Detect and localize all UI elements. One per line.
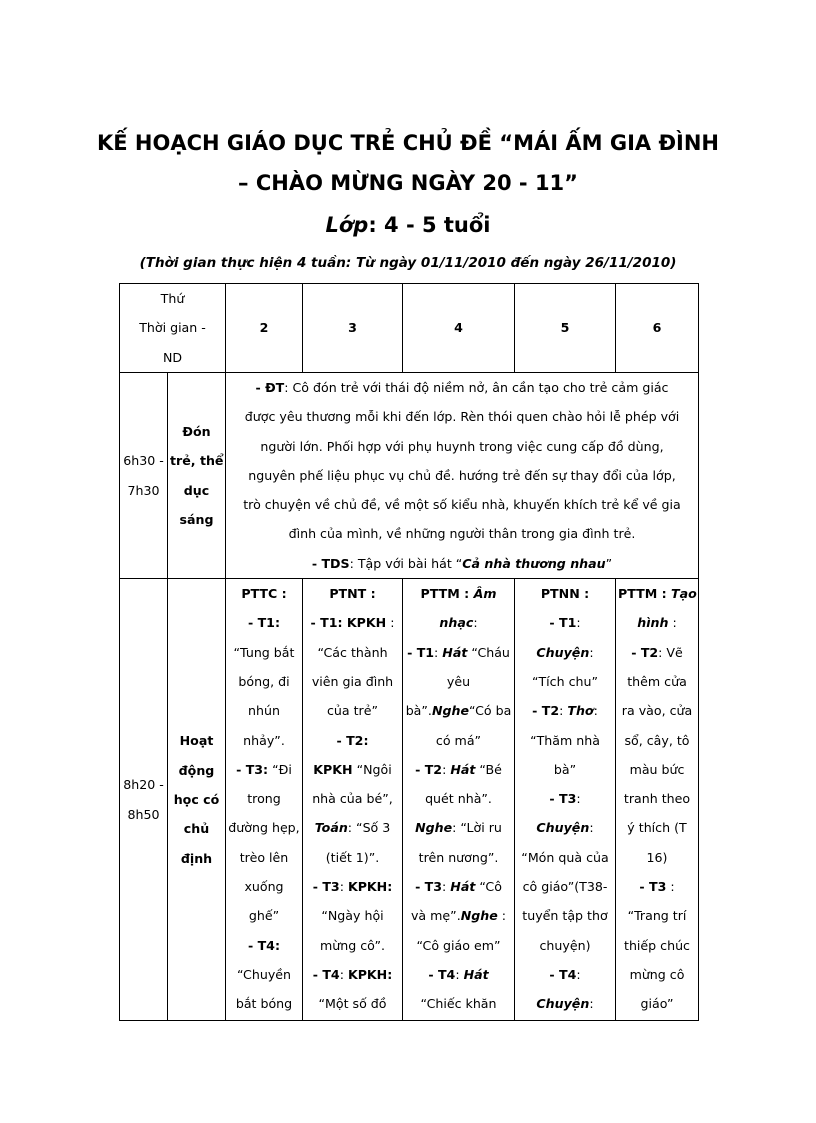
wed-subject: Hát xyxy=(463,966,489,982)
thu-line: chuyện) xyxy=(539,937,591,953)
thu-line xyxy=(517,696,613,725)
fri-line: màu bức xyxy=(629,761,685,777)
mon-line: trèo lên xyxy=(239,849,289,865)
tue-subject: KPKH: xyxy=(347,966,393,982)
wed-text: : xyxy=(473,615,478,631)
thu-text: : xyxy=(576,791,581,807)
tds-song: Cả nhà thương nhau xyxy=(462,555,606,571)
fri-line: tranh theo xyxy=(623,791,691,807)
morning-dt-line: trò chuyện về chủ đề, về một số kiểu nhà, khuyến khích trẻ kể về gia xyxy=(243,497,681,513)
morning-time-line: 7h30 xyxy=(127,482,160,498)
wed-subject: Hát xyxy=(450,879,476,895)
mon-label: - T3: xyxy=(236,761,269,777)
thu-text: : xyxy=(589,644,594,660)
class-value: : 4 - 5 tuổi xyxy=(368,213,491,237)
thu-text: : xyxy=(589,996,594,1012)
class-label: Lớp xyxy=(325,213,369,237)
lesson-row xyxy=(120,579,699,1021)
tue-text: : xyxy=(386,615,395,631)
wed-subject: Nghe xyxy=(460,908,498,924)
tue-line xyxy=(305,872,400,901)
header-corner-line: Thời gian - xyxy=(139,320,206,336)
wed-subject: Nghe xyxy=(415,820,453,836)
tue-text: “Ngôi xyxy=(352,761,392,777)
dt-label: - ĐT xyxy=(255,380,285,395)
fri-line xyxy=(618,872,696,901)
wed-label: - T1 xyxy=(407,644,435,660)
tue-subject: KPKH: xyxy=(347,879,393,895)
tue-line: “Các thành xyxy=(317,644,388,660)
wed-line: yêu xyxy=(446,673,471,689)
wed-text: : xyxy=(455,966,464,982)
lesson-activity-line: Hoạt xyxy=(179,733,214,749)
thu-text: : xyxy=(559,703,568,719)
mon-line: xuống xyxy=(244,879,284,895)
morning-dt-line: người lớn. Phối hợp với phụ huynh trong việc cung cấp đồ dùng, xyxy=(260,438,664,454)
mon-line: bóng, đi xyxy=(238,673,290,689)
thu-label: - T2 xyxy=(532,703,560,719)
thu-subject: Chuyện xyxy=(536,996,590,1012)
morning-row xyxy=(120,373,699,579)
schedule-table xyxy=(119,283,699,1021)
morning-activity-cell xyxy=(168,373,226,579)
document-title-line-1: KẾ HOẠCH GIÁO DỤC TRẺ CHỦ ĐỀ “MÁI ẤM GIA ĐÌNH xyxy=(96,131,720,155)
wed-subject: Nghe xyxy=(431,703,469,719)
morning-activity-line: trẻ, thể xyxy=(170,453,224,469)
thu-subject: Chuyện xyxy=(536,820,590,836)
wed-line xyxy=(405,755,512,784)
lesson-cell-wed xyxy=(403,579,515,1021)
tue-text: : xyxy=(339,966,348,982)
morning-time-cell xyxy=(120,373,168,579)
fri-line: 16) xyxy=(646,849,668,865)
mon-line: - T4: xyxy=(247,937,280,953)
fri-line: sổ, cây, tô xyxy=(624,732,690,748)
wed-line xyxy=(405,608,512,637)
thu-line xyxy=(517,608,613,637)
wed-line xyxy=(405,813,512,842)
wed-label: - T2 xyxy=(415,761,443,777)
lesson-cell-tue xyxy=(303,579,403,1021)
class-heading xyxy=(60,213,756,237)
morning-activity-line: Đón xyxy=(182,423,211,439)
wed-line: có má” xyxy=(435,732,482,748)
tue-line xyxy=(305,755,400,784)
wed-line xyxy=(405,638,512,667)
thu-line: cô giáo”(T38- xyxy=(522,879,608,895)
wed-subject: Hát xyxy=(450,761,476,777)
mon-line: PTTC : xyxy=(241,586,287,602)
tue-text: : xyxy=(339,879,348,895)
thu-line xyxy=(517,784,613,813)
tds-label: - TDS xyxy=(311,555,350,571)
tue-line: “Một số đồ xyxy=(318,996,387,1012)
thu-line xyxy=(517,813,613,842)
morning-time-line: 6h30 - xyxy=(123,453,164,469)
morning-dt-line xyxy=(228,373,696,402)
morning-dt-line: nguyên phế liệu phục vụ chủ đề. hướng trẻ đến sự thay đổi của lớp, xyxy=(248,467,676,483)
morning-activity-line: dục xyxy=(183,482,210,498)
mon-text: “Đi xyxy=(268,761,292,777)
fri-line: ý thích (T xyxy=(627,820,687,836)
thu-line xyxy=(517,989,613,1018)
lesson-activity-line: động xyxy=(178,762,215,778)
thu-line: tuyển tập thơ xyxy=(522,908,608,924)
fri-text: : Vẽ xyxy=(658,644,683,660)
wed-text: “Có ba xyxy=(469,703,512,719)
wed-text: : xyxy=(442,879,451,895)
morning-tds-line xyxy=(228,549,696,578)
fri-line: “Trang trí xyxy=(627,908,687,924)
wed-line xyxy=(405,696,512,725)
lesson-activity-line: học có xyxy=(173,791,220,807)
fri-line: thêm cửa xyxy=(627,673,687,689)
fri-line: mừng cô xyxy=(629,966,685,982)
dt-text: : Cô đón trẻ với thái độ niềm nở, ân cần tạo cho trẻ cảm giác xyxy=(284,380,669,395)
wed-line xyxy=(405,872,512,901)
wed-line: “Cô giáo em” xyxy=(416,937,501,953)
lesson-cell-mon xyxy=(226,579,303,1021)
thu-line: PTNN : xyxy=(540,586,590,602)
fri-line: thiếp chúc xyxy=(624,937,690,953)
mon-line xyxy=(228,755,300,784)
tue-line xyxy=(305,960,400,989)
wed-text: và mẹ”. xyxy=(410,908,461,924)
wed-subject: Hát xyxy=(442,644,468,660)
lesson-activity-line: chủ xyxy=(183,821,210,837)
wed-text: bà”. xyxy=(405,703,432,719)
day-header-thu: 5 xyxy=(515,284,616,373)
lesson-activity-cell xyxy=(168,579,226,1021)
morning-dt-line: đình của mình, về những người thân trong gia đình trẻ. xyxy=(288,526,636,542)
thu-label: - T3 xyxy=(549,791,577,807)
thu-label: - T1 xyxy=(549,615,577,631)
lesson-activity-line: định xyxy=(180,850,213,866)
morning-content-cell xyxy=(226,373,699,579)
thu-line: “Thăm nhà xyxy=(530,732,600,748)
fri-text: : xyxy=(666,879,675,895)
header-row xyxy=(120,284,699,373)
tds-end: ” xyxy=(605,555,613,571)
tue-line xyxy=(305,608,400,637)
wed-line xyxy=(405,901,512,930)
wed-text: “Cô xyxy=(475,879,502,895)
tue-text: : “Số 3 xyxy=(347,820,391,836)
mon-line: đường hẹp, xyxy=(228,820,300,836)
thu-line: “Món quà của xyxy=(521,849,609,865)
morning-dt-line: được yêu thương mỗi khi đến lớp. Rèn thói quen chào hỏi lễ phép với xyxy=(244,409,680,425)
tue-line: của trẻ” xyxy=(326,703,378,719)
thu-line: “Tích chu” xyxy=(531,673,599,689)
thu-label: - T4 xyxy=(549,966,577,982)
lesson-time-cell xyxy=(120,579,168,1021)
thu-line xyxy=(517,960,613,989)
tue-line: viên gia đình xyxy=(311,673,394,689)
fri-line: giáo” xyxy=(640,996,674,1012)
wed-line xyxy=(405,579,512,608)
mon-line: ghế” xyxy=(248,908,280,924)
tds-text: : Tập với bài hát “ xyxy=(349,555,463,571)
thu-text: : xyxy=(593,703,598,719)
mon-line: - T1: xyxy=(247,615,280,631)
header-corner-line: Thứ xyxy=(160,291,185,307)
fri-subject: Tạo xyxy=(671,586,697,602)
wed-label: - T3 xyxy=(415,879,443,895)
wed-line: quét nhà”. xyxy=(425,791,492,807)
thu-subject: Thơ xyxy=(567,703,594,719)
day-header-fri: 6 xyxy=(616,284,699,373)
thu-line: bà” xyxy=(553,761,577,777)
mon-line: bắt bóng xyxy=(235,996,293,1012)
tue-line xyxy=(305,813,400,842)
thu-text: : xyxy=(576,966,581,982)
wed-subject: Âm xyxy=(473,586,497,602)
tue-line: - T2: xyxy=(336,732,369,748)
wed-text: : xyxy=(442,761,451,777)
thu-text: : xyxy=(576,615,581,631)
fri-subject: hình xyxy=(637,615,669,631)
lesson-cell-fri xyxy=(616,579,699,1021)
mon-line: nhảy”. xyxy=(243,732,285,748)
thu-subject: Chuyện xyxy=(536,644,590,660)
mon-line: “Chuyền xyxy=(236,966,291,982)
period-note: (Thời gian thực hiện 4 tuần: Từ ngày 01/11/2010 đến ngày 26/11/2010) xyxy=(139,255,677,271)
tue-line: PTNT : xyxy=(329,586,376,602)
wed-text: “Bé xyxy=(475,761,502,777)
tue-subject: KPKH xyxy=(313,761,353,777)
header-corner-line: ND xyxy=(162,349,183,365)
fri-line xyxy=(618,579,696,608)
wed-line xyxy=(405,960,512,989)
tue-label: - T3 xyxy=(312,879,340,895)
document-title-line-2: – CHÀO MỪNG NGÀY 20 - 11” xyxy=(238,171,578,195)
morning-activity-line: sáng xyxy=(179,511,214,527)
lesson-time-line: 8h20 - xyxy=(123,777,164,793)
thu-line xyxy=(517,638,613,667)
wed-text: : “Lời ru xyxy=(452,820,502,836)
wed-label: - T4 xyxy=(428,966,456,982)
mon-line: nhún xyxy=(248,703,280,719)
fri-line xyxy=(618,608,696,637)
wed-text: : xyxy=(434,644,443,660)
tue-line: mừng cô”. xyxy=(320,937,385,953)
wed-line: “Chiếc khăn xyxy=(420,996,497,1012)
tue-line: nhà của bé”, xyxy=(312,791,393,807)
lesson-time-line: 8h50 xyxy=(127,806,160,822)
tue-subject: Toán xyxy=(314,820,348,836)
fri-label: - T2 xyxy=(631,644,659,660)
wed-domain: PTTM : xyxy=(420,586,474,602)
fri-domain: PTTM : xyxy=(618,586,672,602)
day-header-mon: 2 xyxy=(226,284,303,373)
mon-line: trong xyxy=(247,791,281,807)
header-corner-cell xyxy=(120,284,226,373)
fri-label: - T3 xyxy=(639,879,667,895)
fri-line xyxy=(618,638,696,667)
wed-subject: nhạc xyxy=(439,615,474,631)
tue-line: (tiết 1)”. xyxy=(325,849,380,865)
tue-subject: KPKH xyxy=(342,615,387,631)
lesson-cell-thu xyxy=(515,579,616,1021)
fri-text: : xyxy=(668,615,677,631)
day-header-wed: 4 xyxy=(403,284,515,373)
fri-line: ra vào, cửa xyxy=(621,703,693,719)
mon-line: “Tung bắt xyxy=(233,644,295,660)
tue-line: “Ngày hội xyxy=(321,908,384,924)
tue-label: - T4 xyxy=(312,966,340,982)
wed-text: : xyxy=(497,908,507,924)
day-header-tue: 3 xyxy=(303,284,403,373)
thu-text: : xyxy=(589,820,594,836)
tue-label: - T1: xyxy=(310,615,343,631)
wed-text: “Cháu xyxy=(467,644,510,660)
wed-line: trên nương”. xyxy=(418,849,499,865)
